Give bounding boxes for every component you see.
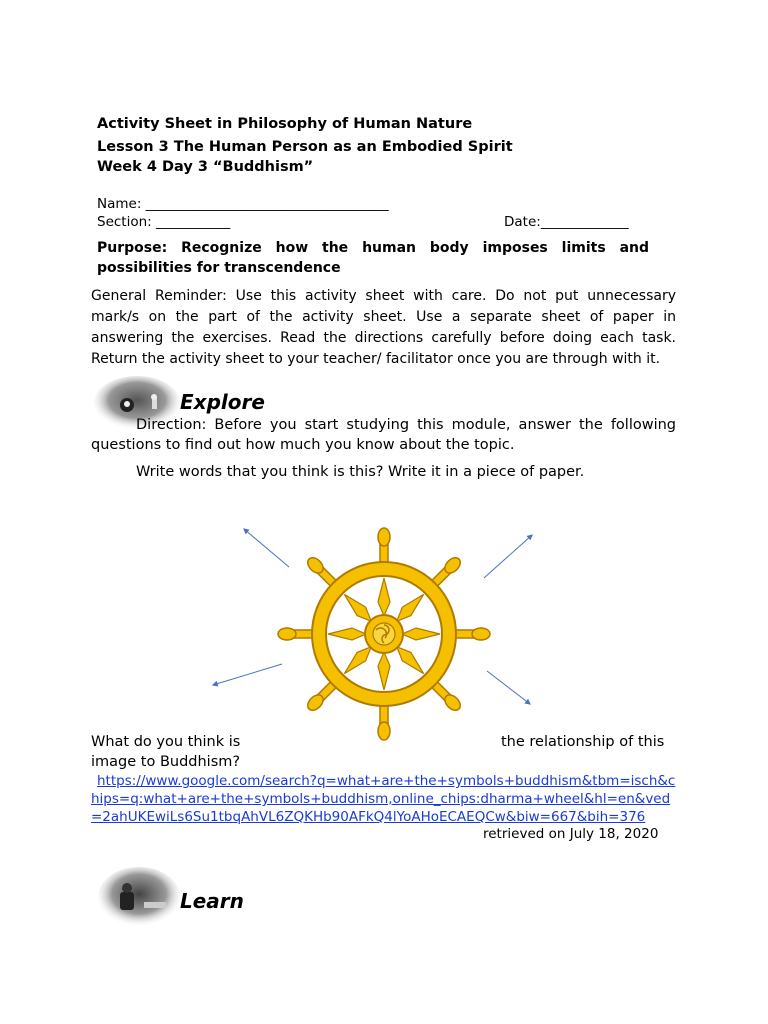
source-url[interactable]: https://www.google.com/search?q=what+are+the+symbols+buddhism&tbm=isch&chips=q:what+are+the+symbols+buddhism,online_chips:dharma+wheel&hl=en&ved=2ahUKEwiLs6Su1tbqAhVL6ZQKHb90AFkQ4lYoAHoECAEQCw&biw=667&bih=376 (91, 773, 676, 825)
source-link[interactable] (91, 772, 676, 826)
arrow-top-left (244, 529, 289, 567)
section-field[interactable]: Section: ___________ (97, 214, 231, 230)
general-reminder: General Reminder: Use this activity sheet with care. Do not put unnecessary mark/s on the part of the activity sheet. Use a separate sheet of paper in answering the exercises. Read the directions carefully before doing each task. Return the activity sheet to your teacher/ facilitator once you are through with it. (91, 288, 676, 367)
arrow-top-right (484, 535, 532, 578)
explore-heading: Explore (180, 390, 265, 414)
question-left: What do you think is (91, 734, 241, 750)
dharma-wheel-figure (200, 515, 550, 745)
retrieved-date: retrieved on July 18, 2020 (483, 826, 659, 842)
arrow-bottom-right (487, 671, 530, 704)
date-field[interactable]: Date:_____________ (504, 214, 629, 230)
write-instruction: Write words that you think is this? Write it in a piece of paper. (136, 464, 585, 480)
arrow-bottom-left (213, 664, 282, 685)
name-field[interactable]: Name: ____________________________________ (97, 196, 389, 212)
activity-title: Activity Sheet in Philosophy of Human Nature (97, 116, 473, 132)
week-title: Week 4 Day 3 “Buddhism” (97, 159, 314, 175)
question-line2: image to Buddhism? (91, 754, 241, 770)
question-right: the relationship of this (501, 734, 665, 750)
direction-paragraph: Direction: Before you start studying this module, answer the following questions to find out how much you know about the topic. (91, 417, 676, 453)
direction-text (91, 415, 676, 455)
purpose-text: Purpose: Recognize how the human body imposes limits and possibilities for transcendence (97, 240, 649, 276)
learn-icon (98, 866, 180, 928)
dharma-wheel-icon (278, 528, 490, 740)
learn-heading: Learn (180, 889, 244, 913)
lesson-title: Lesson 3 The Human Person as an Embodied Spirit (97, 139, 513, 155)
